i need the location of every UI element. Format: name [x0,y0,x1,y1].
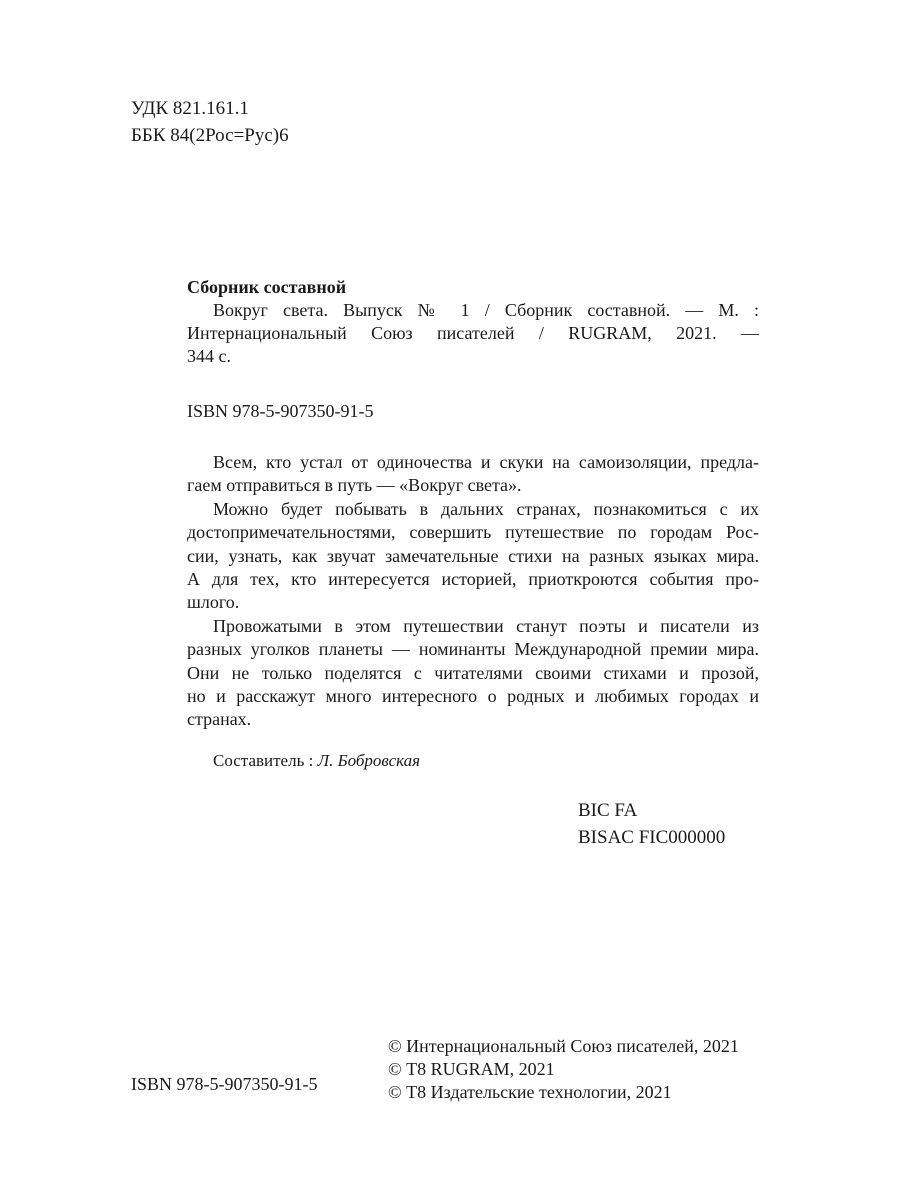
compiler-credit [213,750,420,772]
annotation-line: Можно будет побывать в дальних странах, познакомиться с их [213,498,759,519]
annotation-line: Они не только поделятся с читателями своими стихами и прозой, [187,662,759,683]
udk-code: УДК 821.161.1 [131,98,249,119]
annotation-line: шлого. [187,592,240,613]
annotation-line: странах. [187,709,252,730]
annotation-line: разных уголков планеты — номинанты Международной премии мира. [187,639,759,660]
book-title: Сборник составной [187,277,347,297]
bibliographic-record [187,275,759,368]
compiler-label: Составитель : [213,751,314,770]
classification-block [131,95,289,149]
copyright-line: © Т8 RUGRAM, 2021 [388,1059,555,1079]
biblio-line: 344 с. [187,346,231,366]
annotation-line: достопримечательностями, совершить путешествие по городам Рос- [187,522,759,543]
isbn-top: ISBN 978-5-907350-91-5 [187,401,374,421]
bic-code: BIC FA [578,800,638,821]
compiler-name: Л. Бобровская [317,751,421,770]
copyright-line: © Интернациональный Союз писателей, 2021 [388,1036,739,1056]
annotation-line: но и расскажут много интересного о родных и любимых городах и [187,686,759,707]
biblio-line: Вокруг света. Выпуск № 1 / Сборник составной. — М. : [213,300,759,320]
annotation-line: А для тех, кто интересуется историей, приоткроются события про- [187,569,759,590]
copyright-line: © Т8 Издательские технологии, 2021 [388,1082,672,1102]
annotation-line: гаем отправиться в путь — «Вокруг света». [187,475,522,496]
isbn-bottom: ISBN 978-5-907350-91-5 [131,1074,318,1094]
biblio-line: Интернациональный Союз писателей / RUGRAM, 2021. — [187,323,759,343]
annotation-line: Всем, кто устал от одиночества и скуки на самоизоляции, предла- [213,452,759,472]
annotation-line: сии, узнать, как звучат замечательные стихи на разных языках мира. [187,545,759,566]
annotation [187,451,759,732]
annotation-line: Провожатыми в этом путешествии станут поэты и писатели из [213,615,759,636]
subject-codes [578,797,725,851]
bbk-code: ББК 84(2Рос=Рус)6 [131,125,289,146]
bisac-code: BISAC FIC000000 [578,827,726,848]
copyright-block [388,1035,739,1104]
